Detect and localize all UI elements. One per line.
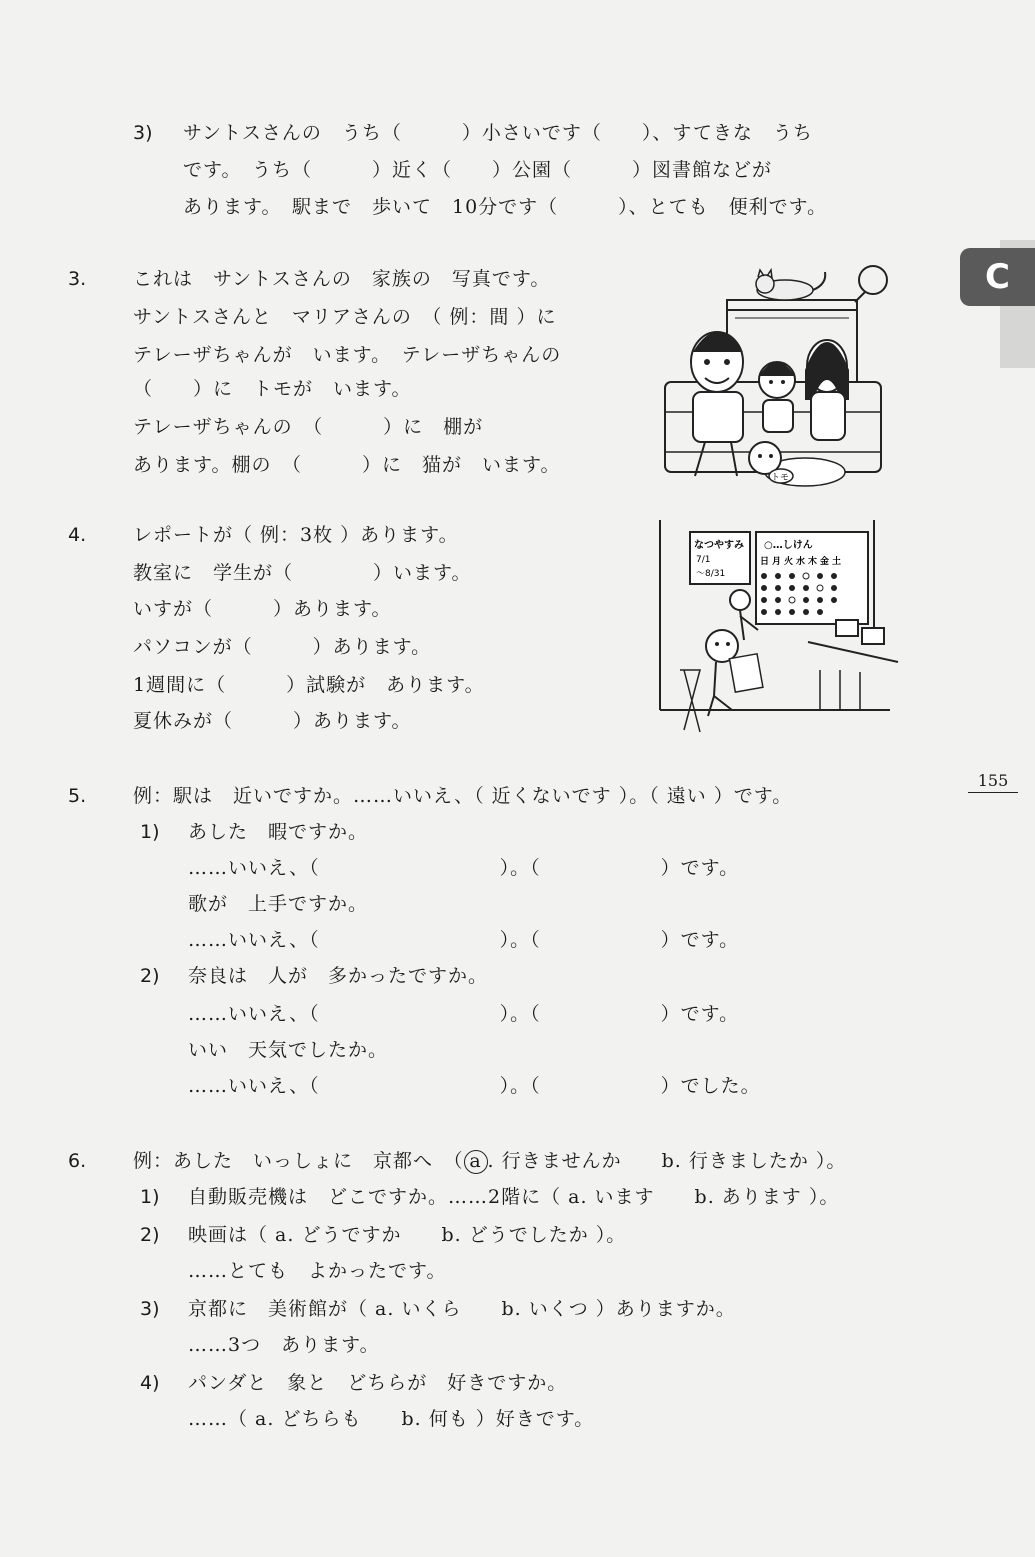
q5-example: 例：駅は 近いですか。……いいえ、（ 近くないです ）。（ 遠い ）です。 bbox=[133, 785, 793, 807]
page-number: 155 bbox=[968, 770, 1018, 793]
q6-1-question: 自動販売機は どこですか。……2階に（ a. います b. あります ）。 bbox=[188, 1186, 840, 1208]
q3-label: 3. bbox=[68, 268, 87, 290]
q2-3-line3: あります。 駅まで 歩いて 10分です（ ）、とても 便利です。 bbox=[183, 196, 828, 218]
q2-3-line2: です。 うち（ ）近く（ ）公園（ ）図書館などが bbox=[183, 159, 772, 181]
q5-1-question2: 歌が 上手ですか。 bbox=[188, 893, 369, 915]
q5-1-answer2: ……いいえ、（ ）。（ ）です。 bbox=[188, 929, 740, 951]
family-photo-illustration bbox=[655, 262, 895, 494]
q6-label: 6. bbox=[68, 1150, 87, 1172]
q6-2-answer: ……とても よかったです。 bbox=[188, 1260, 447, 1282]
tomo-label: トモ bbox=[771, 473, 790, 483]
q5-2-question1: 奈良は 人が 多かったですか。 bbox=[188, 965, 489, 987]
q5-1-question1: あした 暇ですか。 bbox=[188, 821, 369, 843]
q5-2-question2: いい 天気でしたか。 bbox=[188, 1039, 389, 1061]
q6-2-label: 2) bbox=[140, 1224, 160, 1246]
q2-3-label: 3) bbox=[133, 122, 153, 144]
q6-1-label: 1) bbox=[140, 1186, 160, 1208]
calendar-start: 7/1 bbox=[696, 555, 711, 565]
q6-4-label: 4) bbox=[140, 1372, 160, 1394]
q5-2-answer2: ……いいえ、（ ）。（ ）でした。 bbox=[188, 1075, 761, 1097]
q4-line5: 1週間に（ ）試験が あります。 bbox=[133, 674, 485, 696]
q6-3-label: 3) bbox=[140, 1298, 160, 1320]
q2-3-line1: サントスさんの うち（ ）小さいです（ ）、すてきな うち bbox=[183, 122, 813, 144]
q4-line4: パソコンが（ ）あります。 bbox=[133, 636, 432, 658]
q6-example-pre: 例：あした いっしょに 京都へ （ bbox=[133, 1150, 464, 1172]
q4-line3: いすが（ ）あります。 bbox=[133, 598, 392, 620]
q3-line3: テレーザちゃんが います。 テレーザちゃんの bbox=[133, 344, 562, 366]
q4-line6: 夏休みが（ ）あります。 bbox=[133, 710, 412, 732]
q6-4-answer: ……（ a. どちらも b. 何も ）好きです。 bbox=[188, 1408, 595, 1430]
q3-line1: これは サントスさんの 家族の 写真です。 bbox=[133, 268, 551, 290]
classroom-illustration bbox=[640, 520, 900, 748]
q3-line6: あります。棚の （ ）に 猫が います。 bbox=[133, 454, 561, 476]
q5-label: 5. bbox=[68, 785, 87, 807]
q5-2-answer1: ……いいえ、（ ）。（ ）です。 bbox=[188, 1003, 740, 1025]
q5-2-label: 2) bbox=[140, 965, 160, 987]
q4-label: 4. bbox=[68, 524, 87, 546]
q3-line5: テレーザちゃんの （ ）に 棚が bbox=[133, 416, 484, 438]
section-tab: C bbox=[960, 248, 1035, 306]
q6-2-question: 映画は（ a. どうですか b. どうでしたか ）。 bbox=[188, 1224, 627, 1246]
q4-line2: 教室に 学生が（ ）います。 bbox=[133, 562, 472, 584]
q6-example-post: . 行きませんか b. 行きましたか ）。 bbox=[487, 1150, 847, 1172]
calendar-title: なつやすみ bbox=[694, 540, 744, 551]
q6-3-question: 京都に 美術館が（ a. いくら b. いくつ ）ありますか。 bbox=[188, 1298, 736, 1320]
q6-example bbox=[133, 1146, 846, 1176]
q3-line4: （ ）に トモが います。 bbox=[133, 378, 412, 400]
q4-line1: レポートが（ 例：3枚 ）あります。 bbox=[133, 524, 459, 546]
q6-3-answer: ……3つ あります。 bbox=[188, 1334, 380, 1356]
q6-example-circled-choice: a bbox=[464, 1150, 488, 1174]
exam-legend: ○…しけん bbox=[764, 540, 813, 551]
q6-4-question: パンダと 象と どちらが 好きですか。 bbox=[188, 1372, 568, 1394]
calendar-end: ～8/31 bbox=[696, 569, 726, 579]
q3-line2: サントスさんと マリアさんの （ 例：間 ）に bbox=[133, 306, 557, 328]
exam-weekdays: 日月火水木金土 bbox=[760, 557, 845, 567]
q5-1-answer1: ……いいえ、（ ）。（ ）です。 bbox=[188, 857, 740, 879]
q5-1-label: 1) bbox=[140, 821, 160, 843]
